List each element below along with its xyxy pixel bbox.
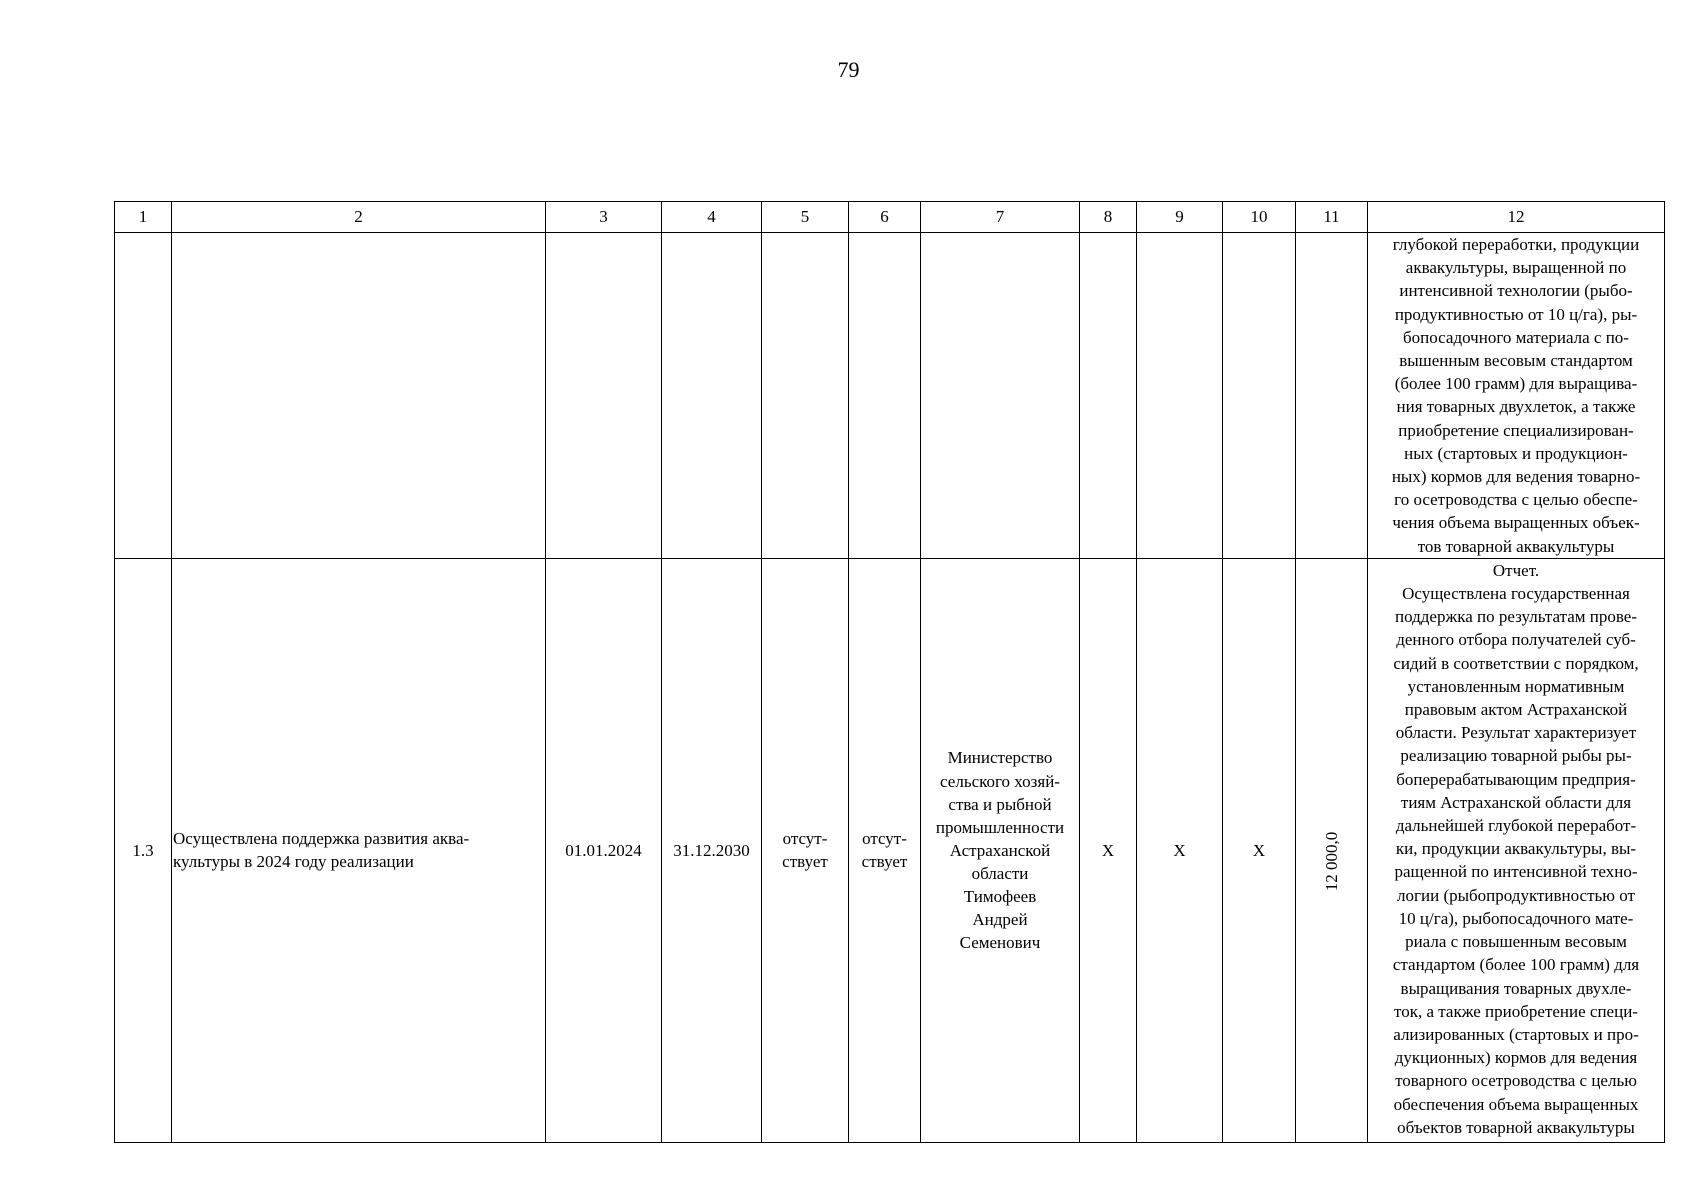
row-number-cell: 1.3 — [115, 558, 172, 1142]
row-number-cell — [115, 233, 172, 559]
col9-cell: Х — [1137, 558, 1223, 1142]
amount-value: 12 000,0 — [1321, 832, 1341, 892]
header-cell-6: 6 — [849, 202, 921, 233]
col6-cell: отсут- ствует — [849, 558, 921, 1142]
end-date-cell — [662, 233, 762, 559]
col8-cell: Х — [1080, 558, 1137, 1142]
col5-cell — [762, 233, 849, 559]
header-cell-7: 7 — [921, 202, 1080, 233]
report-table — [114, 201, 1665, 1143]
col10-cell: Х — [1223, 558, 1296, 1142]
table-row — [115, 558, 1665, 1142]
col5-cell: отсут- ствует — [762, 558, 849, 1142]
col8-cell — [1080, 233, 1137, 559]
col10-cell — [1223, 233, 1296, 559]
amount-cell — [1296, 233, 1368, 559]
col9-cell — [1137, 233, 1223, 559]
responsible-cell — [921, 233, 1080, 559]
description-cell: Отчет. Осуществлена государственная поддержка по результатам прове- денного отбора получателей суб- сидий в соответствии с порядком, установленным нормативным правовым актом Астраханской области. Результат характеризует реализацию товарной рыбы ры- боперерабатывающим предприя- тиям Астраханской области для дальнейшей глубокой переработ- ки, продукции аквакультуры, вы- ращенной по интенсивной техно- логии (рыбопродуктивностью от 10 ц/га), рыбопосадочного мате- риала с повышенным весовым стандартом (более 100 грамм) для выращивания товарных двухле- ток, а также приобретение специ- ализированных (стартовых и про- дукционных) кормов для ведения товарного осетроводства с целью обеспечения объема выращенных объектов товарной аквакультуры — [1368, 558, 1665, 1142]
result-name-cell: Осуществлена поддержка развития аква- культуры в 2024 году реализации — [172, 558, 546, 1142]
header-cell-9: 9 — [1137, 202, 1223, 233]
amount-cell — [1296, 558, 1368, 1142]
header-cell-10: 10 — [1223, 202, 1296, 233]
description-cell: глубокой переработки, продукции аквакультуры, выращенной по интенсивной технологии (рыбо- продуктивностью от 10 ц/га), ры- бопосадочного материала с по- вышенным весовым стандартом (более 100 грамм) для выращива- ния товарных двухлеток, а также приобретение специализирован- ных (стартовых и продукцион- ных) кормов для ведения товарно- го осетроводства с целью обеспе- чения объема выращенных объек- тов товарной аквакультуры — [1368, 233, 1665, 559]
header-cell-4: 4 — [662, 202, 762, 233]
responsible-cell: Министерство сельского хозяй- ства и рыбной промышленности Астраханской области Тимофеев Андрей Семенович — [921, 558, 1080, 1142]
header-cell-5: 5 — [762, 202, 849, 233]
result-name-cell — [172, 233, 546, 559]
header-cell-3: 3 — [546, 202, 662, 233]
header-cell-12: 12 — [1368, 202, 1665, 233]
header-cell-2: 2 — [172, 202, 546, 233]
table-row — [115, 233, 1665, 559]
col6-cell — [849, 233, 921, 559]
header-cell-11: 11 — [1296, 202, 1368, 233]
end-date-cell: 31.12.2030 — [662, 558, 762, 1142]
header-cell-8: 8 — [1080, 202, 1137, 233]
table-header-row — [115, 202, 1665, 233]
header-cell-1: 1 — [115, 202, 172, 233]
page-number: 79 — [837, 57, 860, 82]
start-date-cell — [546, 233, 662, 559]
start-date-cell: 01.01.2024 — [546, 558, 662, 1142]
